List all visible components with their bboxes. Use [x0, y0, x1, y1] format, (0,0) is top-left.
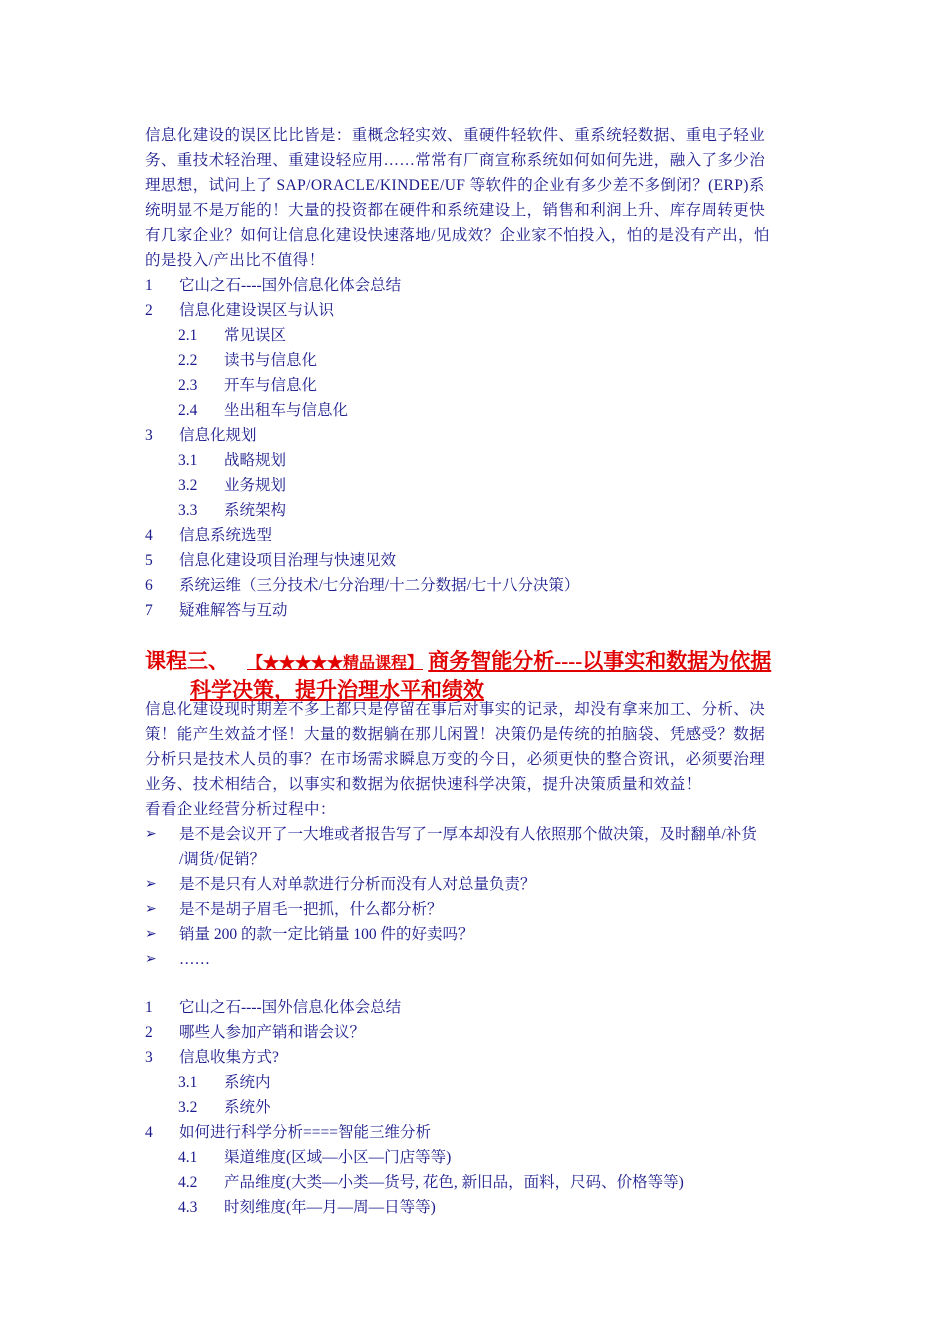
- body-line: 看看企业经营分析过程中：: [145, 801, 336, 818]
- intro-line: 信息化建设的误区比比皆是：重概念轻实效、重硬件轻软件、重系统轻数据、重电子轻业: [145, 127, 766, 144]
- bullet-item: [145, 872, 825, 897]
- outline-item: [145, 573, 825, 598]
- outline-text: 信息化建设项目治理与快速见效: [179, 552, 397, 569]
- bullet-item: [145, 947, 825, 972]
- outline-item: [145, 1045, 825, 1070]
- outline-text: 信息收集方式?: [179, 1049, 279, 1066]
- outline-number: 4: [145, 1124, 153, 1141]
- outline-number: 7: [145, 602, 153, 619]
- outline-item: [145, 548, 825, 573]
- intro-line: 务、重技术轻治理、重建设轻应用……常常有厂商宣称系统如何如何先进，融入了多少治: [145, 152, 766, 169]
- outline-number: 3.2: [178, 1099, 198, 1116]
- outline-item: [145, 1120, 825, 1145]
- bullet-continuation: [145, 847, 825, 872]
- course3-tag: 【★★★★★精品课程】: [247, 655, 424, 672]
- outline-text: 业务规划: [224, 477, 287, 494]
- intro-line: 理思想，试问上了 SAP/ORACLE/KINDEE/UF 等软件的企业有多少差不多倒闭？(ERP)系: [145, 177, 765, 194]
- outline-item: [145, 498, 825, 523]
- outline-number: 1: [145, 277, 153, 294]
- outline-item: [145, 1070, 825, 1095]
- body-line: 信息化建设现时期差不多上都只是停留在事后对事实的记录，却没有拿来加工、分析、决: [145, 701, 766, 718]
- course3-title-line1: 商务智能分析----以事实和数据为依据: [428, 649, 772, 673]
- outline-item: [145, 398, 825, 423]
- course3-heading: [145, 648, 815, 703]
- body-line: 分析只是技术人员的事？在市场需求瞬息万变的今日，必须更快的整合资讯，必须要治理: [145, 751, 766, 768]
- outline-text: 常见误区: [224, 327, 287, 344]
- outline-text: 信息化规划: [179, 427, 257, 444]
- outline-number: 2: [145, 302, 153, 319]
- outline-text: 它山之石----国外信息化体会总结: [179, 277, 402, 294]
- outline-text: 系统架构: [224, 502, 287, 519]
- outline-text: 系统外: [224, 1099, 271, 1116]
- outline-item: [145, 323, 825, 348]
- outline-item: [145, 1170, 825, 1195]
- outline-item: [145, 1195, 825, 1220]
- outline-number: 3.3: [178, 502, 198, 519]
- outline-text: 它山之石----国外信息化体会总结: [179, 999, 402, 1016]
- outline-text: 系统内: [224, 1074, 271, 1091]
- outline-number: 6: [145, 577, 153, 594]
- outline-text: 如何进行科学分析====智能三维分析: [179, 1124, 431, 1141]
- outline-number: 3.2: [178, 477, 198, 494]
- outline-number: 3: [145, 427, 153, 444]
- outline-item: [145, 348, 825, 373]
- outline-text: 疑难解答与互动: [179, 602, 288, 619]
- arrow-bullet-icon: ➢: [145, 927, 157, 942]
- bullet-item: [145, 897, 825, 922]
- arrow-bullet-icon: ➢: [145, 827, 157, 842]
- outline-item: [145, 1020, 825, 1045]
- intro-line: 的是投入/产出比不值得！: [145, 252, 325, 269]
- course3-title-line2: 科学决策，提升治理水平和绩效: [190, 678, 484, 702]
- course3-prefix: 课程三、: [145, 649, 229, 673]
- outline-text: 信息系统选型: [179, 527, 273, 544]
- outline-item: [145, 273, 825, 298]
- outline-number: 5: [145, 552, 153, 569]
- intro-line: 有几家企业？如何让信息化建设快速落地/见成效？企业家不怕投入，怕的是没有产出，怕: [145, 227, 770, 244]
- outline-text: 战略规划: [224, 452, 287, 469]
- outline-text: 坐出租车与信息化: [224, 402, 349, 419]
- outline-text: 系统运维（三分技术/七分治理/十二分数据/七十八分决策）: [179, 577, 580, 594]
- outline-item: [145, 473, 825, 498]
- outline-item: [145, 448, 825, 473]
- arrow-bullet-icon: ➢: [145, 877, 157, 892]
- outline-item: [145, 995, 825, 1020]
- body-line: 业务、技术相结合，以事实和数据为依据快速科学决策，提升决策质量和效益！: [145, 776, 702, 793]
- course3-body: [145, 697, 810, 822]
- outline-text: 时刻维度(年—月—周—日等等): [224, 1199, 436, 1216]
- bullet-item: [145, 822, 825, 847]
- outline-item: [145, 298, 825, 323]
- outline-number: 3.1: [178, 1074, 198, 1091]
- bullet-item: [145, 922, 825, 947]
- arrow-bullet-icon: ➢: [145, 902, 157, 917]
- outline-text: 渠道维度(区域—小区—门店等等): [224, 1149, 452, 1166]
- arrow-bullet-icon: ➢: [145, 952, 157, 967]
- outline-item: [145, 523, 825, 548]
- outline-number: 4: [145, 527, 153, 544]
- outline-number: 4.1: [178, 1149, 198, 1166]
- outline-number: 2.4: [178, 402, 198, 419]
- outline-number: 2.2: [178, 352, 198, 369]
- outline-item: [145, 373, 825, 398]
- outline-item: [145, 1145, 825, 1170]
- outline-item: [145, 1095, 825, 1120]
- outline-number: 1: [145, 999, 153, 1016]
- intro-paragraph: [145, 123, 810, 273]
- outline-number: 3: [145, 1049, 153, 1066]
- body-line: 策！能产生效益才怪！大量的数据躺在那儿闲置！决策仍是传统的拍脑袋、凭感受？数据: [145, 726, 766, 743]
- outline-number: 4.2: [178, 1174, 198, 1191]
- outline-number: 3.1: [178, 452, 198, 469]
- outline-number: 2.1: [178, 327, 198, 344]
- outline-text: 开车与信息化: [224, 377, 318, 394]
- outline-text: 信息化建设误区与认识: [179, 302, 335, 319]
- outline-text: 读书与信息化: [224, 352, 318, 369]
- bullet-text: 是不是只有人对单款进行分析而没有人对总量负责？: [179, 876, 536, 893]
- outline-number: 2: [145, 1024, 153, 1041]
- bullet-text-cont: /调货/促销？: [179, 851, 266, 868]
- outline-text: 产品维度(大类—小类—货号, 花色, 新旧品，面料，尺码、价格等等): [224, 1174, 684, 1191]
- bullet-text: ……: [179, 951, 210, 968]
- outline-number: 4.3: [178, 1199, 198, 1216]
- outline-number: 2.3: [178, 377, 198, 394]
- intro-line: 统明显不是万能的！大量的投资都在硬件和系统建设上，销售和利润上升、库存周转更快: [145, 202, 766, 219]
- bullet-text: 是不是胡子眉毛一把抓，什么都分析？: [179, 901, 443, 918]
- bullet-text: 销量 200 的款一定比销量 100 件的好卖吗？: [179, 926, 474, 943]
- outline-item: [145, 423, 825, 448]
- bullet-text: 是不是会议开了一大堆或者报告写了一厚本却没有人依照那个做决策，及时翻单/补货: [179, 826, 757, 843]
- outline-item: [145, 598, 825, 623]
- outline-text: 哪些人参加产销和谐会议？: [179, 1024, 366, 1041]
